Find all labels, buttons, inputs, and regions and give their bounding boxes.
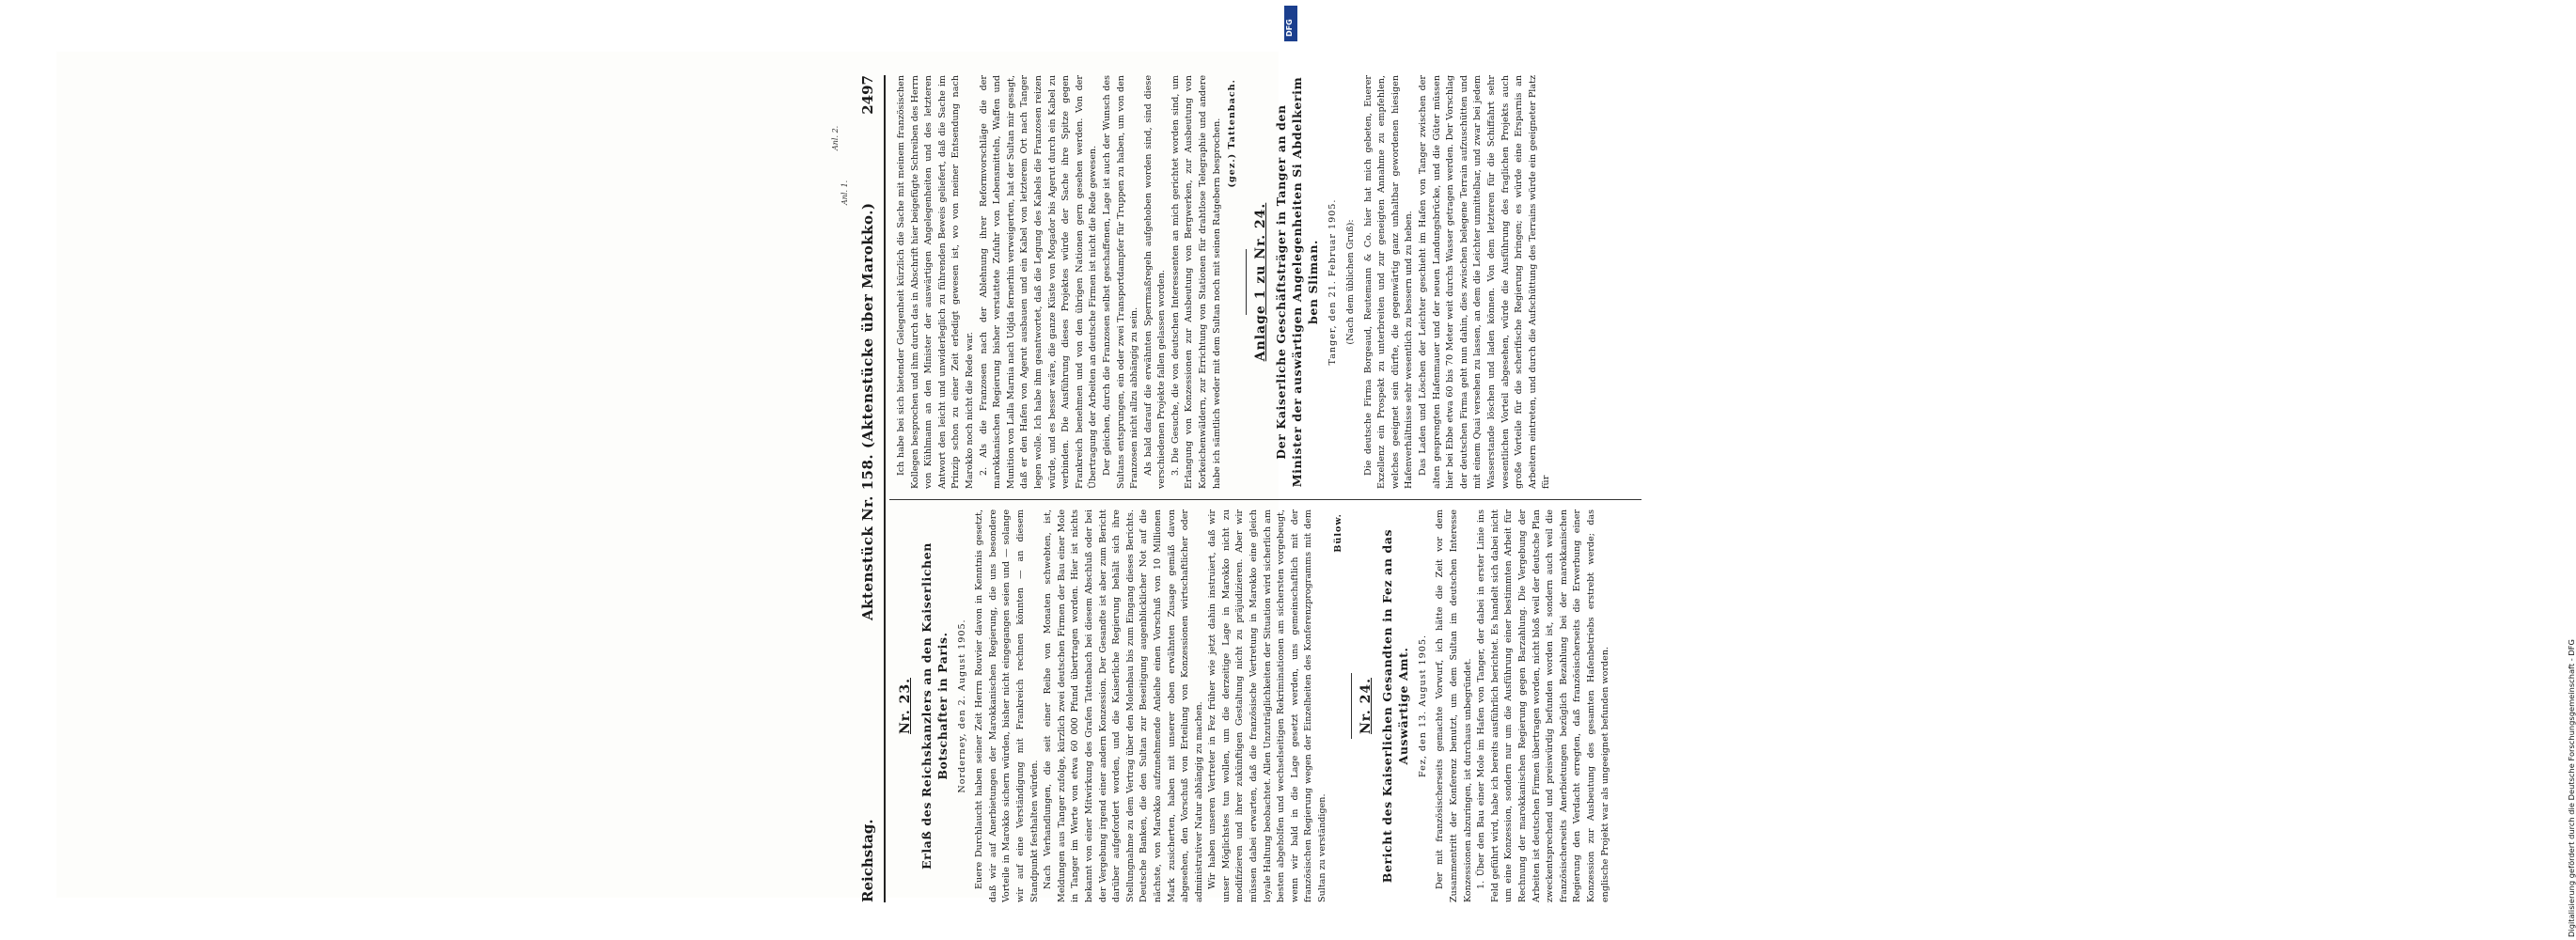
doc23-paragraph-3: Wir haben unseren Vertreter in Fez früher wie jetzt dahin instruiert, daß wir unser Möglichstes tun wollen, um die derzeitige Lage in Marokko nicht zu modifizieren und ihrer zukünftigen Gestaltung nicht zu präjudizieren. Aber wir müssen dabei erwarten, daß die französische Vertretung in Marokko eine gleich loyale Haltung beobachtet. Allen Unzuträglichkeiten der Situation wird sicherlich am besten abgeholfen und wechselseitigen Rekriminationen am sichersten vorgebeugt, wenn wir bald in die Lage gesetzt werden, uns gemeinschaftlich mit der französischen Regierung wegen der Einzelheiten des Konferenzprogramms mit dem Sultan zu verständigen. bbox=[1207, 509, 1328, 902]
right-column bbox=[895, 75, 1554, 489]
doc24-title: Bericht des Kaiserlichen Gesandten in Fez an das Auswärtige Amt. bbox=[1379, 528, 1410, 884]
doc24-paragraph-4: 2. Als die Franzosen nach der Ablehnung ihrer Reformvorschläge die der marokkanischen Regierung bisher verstattete Zufuhr von Lebensmitteln, Waffen und Munition von Lalla Marnia nach Udjda fernerhin verweigerten, hat der Sultan mir gesagt, daß er den Hafen von Agerut ausbauen und ein Kabel von letzterem Ort nach Tanger legen wolle. Ich habe ihm geantwortet, daß die Legung des Kabels die Franzosen reizen würde, und es besser wäre, die ganze Küste von Mogador bis Agerut durch ein Kabel zu verbinden. Die Ausführung dieses Projektes würde der Sache ihre Spitze gegen Frankreich benehmen und von den übrigen Nationen gern gesehen werden. Von der Übertragung der Arbeiten an deutsche Firmen ist nicht die Rede gewesen. bbox=[978, 75, 1099, 489]
header-rule bbox=[884, 75, 886, 902]
annex-paragraph-2: Das Laden und Löschen der Leichter geschieht im Hafen von Tanger zwischen der alten gesprengten Hafenmauer und der neuen Landungsbrücke, und die Güter müssen hier bei Ebbe etwa 60 bis 70 Meter weit durchs Wasser getragen werden. Der Vorschlag der deutschen Firma geht nun dahin, dies zwischen belegene Terrain aufzuschütten und mit einem Quai versehen zu lassen, an dem die Leichter unmittelbar, und zwar bei jedem Wasserstande löschen und laden können. Von dem letzteren für die Schiffahrt sehr wesentlichen Vorteil abgesehen, würde die Ausführung des fraglichen Projekts auch große Vorteile für die scherifische Regierung bringen; es würde eine Ersparnis an Arbeitern eintreten, und durch die Aufschüttung des Terrains würde ein geeigneter Platz für bbox=[1418, 75, 1552, 489]
section-separator bbox=[1246, 249, 1247, 315]
margin-note-1: Anl. 1. bbox=[840, 180, 849, 205]
left-column bbox=[895, 509, 1612, 902]
annex-place-date: Tanger, den 21. Februar 1905. bbox=[1327, 198, 1339, 366]
column-divider bbox=[889, 499, 1641, 500]
dfg-logo bbox=[1284, 6, 1297, 41]
doc24-signature: (gez.) Tattenbach. bbox=[1227, 79, 1238, 188]
doc24-number: Nr. 24. bbox=[1359, 678, 1374, 734]
doc24-paragraph-3: Ich habe bei sich bietender Gelegenheit kürzlich die Sache mit meinem französischen Kollegen besprochen und ihm durch das in Abschrift hier beigefügte Schreiben des Herrn von Kühlmann an den Minister der auswärtigen Angelegenheiten und des letzteren Antwort den leicht und unwiderleglich zu führenden Beweis geliefert, daß die Sache im Prinzip schon zu einer Zeit erledigt gewesen ist, wo von meiner Entsendung nach Marokko noch nicht die Rede war. bbox=[896, 75, 975, 489]
doc24-paragraph-7: 3. Die Gesuche, die von deutschen Interessenten an mich gerichtet worden sind, um Erlangung von Konzessionen zur Ausbeutung von Bergwerken, zur Ausbeutung von Korkeichenwäldern, zur Errichtung von Stationen für drahtlose Telegraphie und andere habe ich sämtlich weder mit dem Sultan noch mit seinen Ratgebern besprochen. bbox=[1170, 75, 1222, 489]
doc24-paragraph-6: Als bald darauf die erwähnten Sperrmaßregeln aufgehoben worden sind, sind diese verschiedenen Projekte fallen gelassen worden. bbox=[1142, 75, 1168, 489]
doc24-paragraph-5: Der gleichen, durch die Franzosen selbst geschaffenen, Lage ist auch der Wunsch des Sultans entsprungen, ein oder zwei Transportdampfer für Truppen zu haben, um von den Franzosen nicht allzu abhängig zu sein. bbox=[1101, 75, 1140, 489]
annex-paragraph-1: Die deutsche Firma Borgeaud, Reutemann & Co. hier hat mich gebeten, Euerer Exzellenz ein Prospekt zu unterbreiten und zur geneigten Annahme zu empfehlen, welches geeignet sein dürfte, die gegenwärtig ganz unhaltbar gewordenen hiesigen Hafenverhältnisse sehr wesentlich zu bessern und zu heben. bbox=[1362, 75, 1415, 489]
header-center: Aktenstück Nr. 158. (Aktenstücke über Marokko.) bbox=[859, 202, 876, 620]
annex-greeting: (Nach dem üblichen Gruß): bbox=[1345, 219, 1357, 345]
running-header bbox=[856, 75, 884, 902]
header-left: Reichstag. bbox=[859, 819, 876, 902]
margin-note-2: Anl. 2. bbox=[831, 125, 840, 150]
credit-text: Digitalisierung gefördert durch die Deutsche Forschungsgemeinschaft - DFG bbox=[2567, 639, 2576, 937]
doc23-number: Nr. 23. bbox=[898, 678, 913, 734]
doc23-title: Erlaß des Reichskanzlers an den Kaiserlichen Botschafter in Paris. bbox=[919, 542, 950, 870]
doc23-signature: Bülow. bbox=[1332, 513, 1343, 553]
rotated-document-page bbox=[831, 75, 1664, 902]
doc24-paragraph-1: Der mit französischerseits gemachte Vorwurf, ich hätte die Zeit vor dem Zusammentritt der Konferenz benutzt, um dem Sultan im deutschen Interesse Konzessionen abzuringen, ist durchaus unbegründet. bbox=[1435, 509, 1473, 902]
doc23-paragraph-1: Euere Durchlaucht haben seiner Zeit Herrn Rouvier davon in Kenntnis gesetzt, daß wir auf Anerbietungen der Marokkanischen Regierung, die uns besondere Vorteile in Marokko sichern würden, bisher nicht eingegangen seien und — solange wir auf eine Verständigung mit Frankreich rechnen könnten — an diesem Standpunkt festhalten würden. bbox=[974, 509, 1040, 902]
doc24-paragraph-2: 1. Über den Bau einer Mole im Hafen von Tanger, der dabei in erster Linie ins Feld geführt wird, habe ich bereits ausführlich berichtet. Es handelt sich dabei nicht um eine Konzession, sondern nur um die Ausführung einer bestimmten Arbeit für Rechnung der marokkanischen Regierung gegen Barzahlung. Die Vergebung der Arbeiten ist deutschen Firmen übertragen worden, nicht bloß weil der deutsche Plan zweckentsprechend und preiswürdig befunden worden ist, sondern auch weil die französischerseits Anerbietungen bezüglich Bezahlung bei der marokkanischen Regierung den Verdacht erregten, daß französischerseits die Erwerbung einer Konzession zur Ausbeutung des gesamten Hafenbetriebs erstrebt werde; das englische Projekt war als ungeeignet befunden worden. bbox=[1476, 509, 1610, 902]
annex-title: Der Kaiserliche Geschäftsträger in Tanger an den Minister der auswärtigen Angelegenheiten Si Abdelkerim ben Sliman. bbox=[1274, 76, 1321, 488]
section-separator bbox=[1351, 673, 1352, 739]
page-number: 2497 bbox=[859, 75, 876, 115]
doc23-paragraph-2: Nach Verhandlungen, die seit einer Reihe von Monaten schwebten, ist, Meldungen aus Tanger zufolge, kürzlich zwei deutschen Firmen der Bau einer Mole in Tanger im Werte von etwa 60 000 Pfund übertragen worden. Hier ist nichts bekannt von einer Mitwirkung des Grafen Tattenbach bei diesem Abschluß oder bei der Vergebung irgend einer andern Konzession. Der Gesandte ist aber zum Bericht darüber aufgefordert worden, und die Kaiserliche Regierung behält sich ihre Stellungnahme zu dem Vertrag über den Molenbau bis zum Eingang dieses Berichts. Deutsche Banken, die den Sultan zur Beseitigung augenblicklicher Not auf die nächste, von Marokko aufzunehmende Anleihe einen Vorschuß von 10 Millionen Mark zusicherten, haben mit unserer oben erwähnten Zusage gemäß davon abgesehen, den Vorschuß von Erteilung von Konzessionen wirtschaftlicher oder administrativer Natur abhängig zu machen. bbox=[1043, 509, 1204, 902]
dfg-logo-label: DFG bbox=[1285, 19, 1294, 37]
annex-number: Anlage 1 zu Nr. 24. bbox=[1252, 202, 1268, 362]
doc24-place-date: Fez, den 13. August 1905. bbox=[1417, 634, 1428, 778]
doc23-place-date: Norderney, den 2. August 1905. bbox=[956, 619, 967, 793]
